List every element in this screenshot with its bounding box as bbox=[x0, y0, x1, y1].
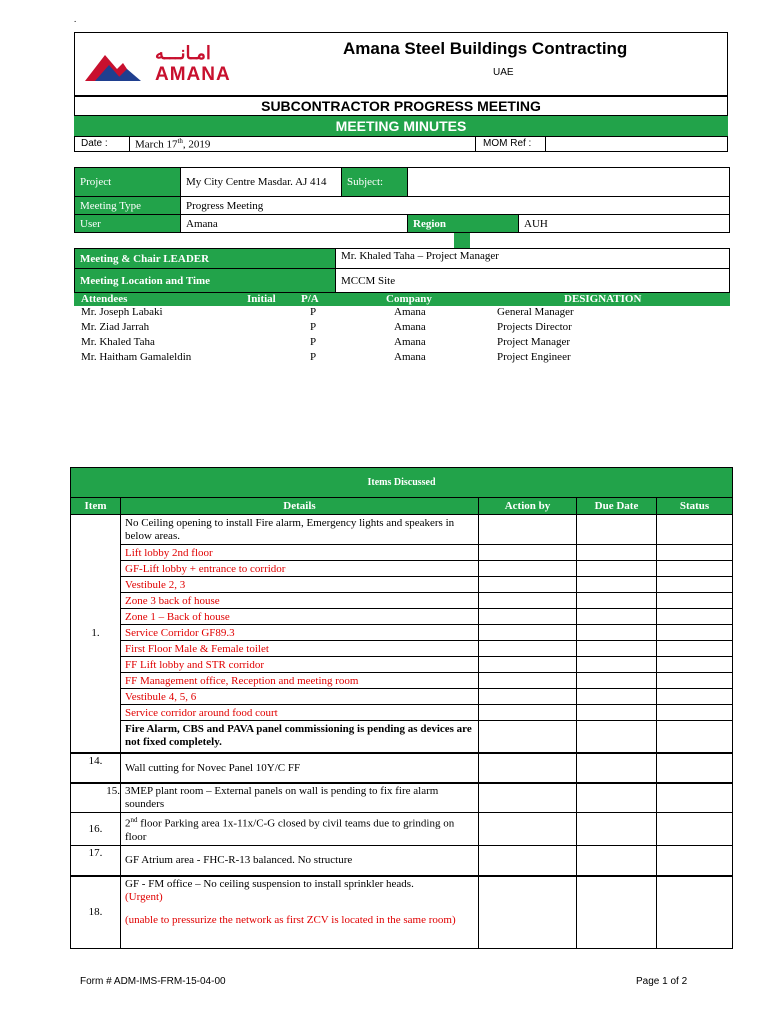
items-col-status: Status bbox=[657, 498, 733, 515]
location-label: Meeting Location and Time bbox=[75, 269, 336, 293]
user-value: Amana bbox=[181, 215, 408, 233]
attendees-col-pa: P/A bbox=[301, 293, 319, 305]
status-cell[interactable] bbox=[657, 577, 733, 593]
due-cell[interactable] bbox=[577, 625, 657, 641]
status-cell[interactable] bbox=[657, 545, 733, 561]
action-cell[interactable] bbox=[479, 721, 577, 753]
due-cell[interactable] bbox=[577, 593, 657, 609]
due-cell[interactable] bbox=[577, 753, 657, 783]
status-cell[interactable] bbox=[657, 705, 733, 721]
table-row bbox=[71, 625, 733, 641]
header-box bbox=[74, 32, 728, 96]
status-cell[interactable] bbox=[657, 876, 733, 948]
top-dot: . bbox=[74, 14, 77, 24]
item-number: 15. bbox=[71, 783, 121, 813]
region-label: Region bbox=[408, 215, 519, 233]
status-cell[interactable] bbox=[657, 657, 733, 673]
attendee-name: Mr. Khaled Taha bbox=[81, 336, 155, 348]
attendee-company: Amana bbox=[394, 321, 426, 333]
attendees-col-initial: Initial bbox=[247, 293, 276, 305]
item-detail: GF Atrium area - FHC-R-13 balanced. No structure bbox=[121, 845, 479, 876]
status-cell[interactable] bbox=[657, 625, 733, 641]
items-col-action: Action by bbox=[479, 498, 577, 515]
status-cell[interactable] bbox=[657, 721, 733, 753]
subject-value bbox=[408, 168, 730, 197]
due-cell[interactable] bbox=[577, 813, 657, 846]
logo-arabic: امـانـــه bbox=[155, 43, 211, 63]
item-number: 14. bbox=[71, 753, 121, 783]
items-title: Items Discussed bbox=[71, 468, 733, 498]
date-year: , 2019 bbox=[182, 138, 211, 151]
table-row bbox=[71, 753, 733, 783]
status-cell[interactable] bbox=[657, 753, 733, 783]
table-row bbox=[71, 689, 733, 705]
item-detail: Service corridor around food court bbox=[121, 705, 479, 721]
attendee-name: Mr. Joseph Labaki bbox=[81, 306, 163, 318]
attendee-name: Mr. Haitham Gamaleldin bbox=[81, 351, 192, 363]
items-header-row bbox=[71, 498, 733, 515]
item-detail bbox=[121, 783, 479, 813]
attendee-row bbox=[74, 321, 730, 336]
item-detail: FF Management office, Reception and meeting room bbox=[121, 673, 479, 689]
action-cell[interactable] bbox=[479, 783, 577, 813]
project-row bbox=[75, 168, 730, 197]
item-detail: Service Corridor GF89.3 bbox=[121, 625, 479, 641]
subject-label: Subject: bbox=[342, 168, 408, 197]
attendees-header bbox=[74, 293, 730, 306]
attendee-designation: Project Manager bbox=[497, 336, 570, 348]
attendee-name: Mr. Ziad Jarrah bbox=[81, 321, 150, 333]
logo-text: AMANA bbox=[155, 64, 231, 85]
action-cell[interactable] bbox=[479, 641, 577, 657]
action-cell[interactable] bbox=[479, 545, 577, 561]
minutes-title-text: MEETING MINUTES bbox=[335, 118, 467, 134]
action-cell[interactable] bbox=[479, 705, 577, 721]
item-detail: Vestibule 4, 5, 6 bbox=[121, 689, 479, 705]
table-row bbox=[71, 705, 733, 721]
item-detail bbox=[121, 876, 479, 948]
attendee-designation: Project Engineer bbox=[497, 351, 571, 363]
attendee-row bbox=[74, 351, 730, 366]
date-day: March 17 bbox=[135, 138, 178, 151]
item-detail: GF-Lift lobby + entrance to corridor bbox=[121, 561, 479, 577]
action-cell[interactable] bbox=[479, 515, 577, 545]
table-row bbox=[71, 673, 733, 689]
action-cell[interactable] bbox=[479, 625, 577, 641]
attendee-company: Amana bbox=[394, 306, 426, 318]
item-detail bbox=[121, 813, 479, 846]
attendee-pa: P bbox=[310, 351, 317, 363]
table-row bbox=[71, 783, 733, 813]
leader-label: Meeting & Chair LEADER bbox=[75, 249, 336, 269]
items-title-row bbox=[71, 468, 733, 498]
table-row bbox=[71, 657, 733, 673]
meeting-type-value: Progress Meeting bbox=[181, 197, 730, 215]
status-cell[interactable] bbox=[657, 593, 733, 609]
attendee-pa: P bbox=[310, 321, 317, 333]
table-row bbox=[71, 561, 733, 577]
action-cell[interactable] bbox=[479, 845, 577, 876]
attendee-designation: Projects Director bbox=[497, 321, 572, 333]
item-detail: Vestibule 2, 3 bbox=[121, 577, 479, 593]
status-cell[interactable] bbox=[657, 641, 733, 657]
attendee-row bbox=[74, 306, 730, 321]
status-cell[interactable] bbox=[657, 813, 733, 846]
action-cell[interactable] bbox=[479, 673, 577, 689]
due-cell[interactable] bbox=[577, 641, 657, 657]
due-cell[interactable] bbox=[577, 705, 657, 721]
status-cell[interactable] bbox=[657, 515, 733, 545]
attendee-company: Amana bbox=[394, 351, 426, 363]
leader-value: Mr. Khaled Taha – Project Manager bbox=[336, 249, 730, 269]
item16-b: floor Parking area 1x-11x/C-G closed by civil teams due to grinding on floor bbox=[125, 817, 455, 843]
item-detail: Lift lobby 2nd floor bbox=[121, 545, 479, 561]
green-connector bbox=[454, 233, 470, 249]
table-row bbox=[71, 876, 733, 948]
meeting-title bbox=[74, 96, 728, 116]
meeting-leader-table bbox=[74, 248, 730, 293]
table-row bbox=[71, 577, 733, 593]
due-cell[interactable] bbox=[577, 673, 657, 689]
action-cell[interactable] bbox=[479, 813, 577, 846]
status-cell[interactable] bbox=[657, 673, 733, 689]
region-value: AUH bbox=[519, 215, 730, 233]
due-cell[interactable] bbox=[577, 609, 657, 625]
action-cell[interactable] bbox=[479, 753, 577, 783]
mom-label: MOM Ref : bbox=[483, 138, 532, 149]
date-divider bbox=[129, 137, 130, 151]
meeting-title-text: SUBCONTRACTOR PROGRESS MEETING bbox=[261, 98, 541, 114]
item-detail: Zone 1 – Back of house bbox=[121, 609, 479, 625]
project-label: Project bbox=[75, 168, 181, 197]
item-detail: FF Lift lobby and STR corridor bbox=[121, 657, 479, 673]
item-detail: No Ceiling opening to install Fire alarm, Emergency lights and speakers in below areas. bbox=[121, 515, 479, 545]
due-cell[interactable] bbox=[577, 876, 657, 948]
due-cell[interactable] bbox=[577, 721, 657, 753]
table-row bbox=[71, 845, 733, 876]
company-name: Amana Steel Buildings Contracting bbox=[343, 39, 628, 58]
leader-row bbox=[75, 249, 730, 269]
attendee-company: Amana bbox=[394, 336, 426, 348]
table-row bbox=[71, 609, 733, 625]
project-info-table bbox=[74, 167, 730, 233]
attendee-designation: General Manager bbox=[497, 306, 574, 318]
company-logo bbox=[83, 43, 253, 87]
item-detail: Zone 3 back of house bbox=[121, 593, 479, 609]
attendee-pa: P bbox=[310, 306, 317, 318]
date-row bbox=[74, 136, 728, 152]
item-number: 1. bbox=[71, 515, 121, 753]
due-cell[interactable] bbox=[577, 515, 657, 545]
action-cell[interactable] bbox=[479, 593, 577, 609]
project-value: My City Centre Masdar. AJ 414 bbox=[181, 168, 342, 197]
table-row bbox=[71, 593, 733, 609]
form-number: Form # ADM-IMS-FRM-15-04-00 bbox=[80, 976, 226, 987]
item15-prefix: 3 bbox=[125, 784, 131, 797]
status-cell[interactable] bbox=[657, 783, 733, 813]
table-row bbox=[71, 721, 733, 753]
user-row bbox=[75, 215, 730, 233]
status-cell[interactable] bbox=[657, 845, 733, 876]
minutes-title bbox=[74, 116, 728, 136]
user-label: User bbox=[75, 215, 181, 233]
due-cell[interactable] bbox=[577, 783, 657, 813]
attendees-col-company: Company bbox=[386, 293, 432, 305]
date-sup: th bbox=[177, 137, 183, 145]
items-col-item: Item bbox=[71, 498, 121, 515]
action-cell[interactable] bbox=[479, 876, 577, 948]
items-col-details: Details bbox=[121, 498, 479, 515]
mom-divider2 bbox=[545, 137, 546, 151]
item15-text: MEP plant room – External panels on wall is pending to fix fire alarm sounders bbox=[125, 784, 439, 810]
due-cell[interactable] bbox=[577, 561, 657, 577]
item18-a: GF - FM office – No ceiling suspension to install sprinkler heads. bbox=[125, 878, 414, 891]
due-cell[interactable] bbox=[577, 577, 657, 593]
item16-sup: nd bbox=[130, 816, 138, 824]
due-cell[interactable] bbox=[577, 545, 657, 561]
action-cell[interactable] bbox=[479, 689, 577, 705]
item-detail: First Floor Male & Female toilet bbox=[121, 641, 479, 657]
status-cell[interactable] bbox=[657, 689, 733, 705]
item16-a: 2 bbox=[125, 817, 131, 830]
due-cell[interactable] bbox=[577, 657, 657, 673]
action-cell[interactable] bbox=[479, 561, 577, 577]
date-label: Date : bbox=[81, 138, 108, 149]
location-value: MCCM Site bbox=[336, 269, 730, 293]
attendee-row bbox=[74, 336, 730, 351]
item-detail: Wall cutting for Novec Panel 10Y/C FF bbox=[121, 753, 479, 783]
location-row bbox=[75, 269, 730, 293]
action-cell[interactable] bbox=[479, 609, 577, 625]
item-number: 17. bbox=[71, 845, 121, 876]
items-col-due: Due Date bbox=[577, 498, 657, 515]
table-row bbox=[71, 641, 733, 657]
status-cell[interactable] bbox=[657, 561, 733, 577]
page-number: Page 1 of 2 bbox=[636, 976, 688, 987]
table-row bbox=[71, 545, 733, 561]
meeting-type-label: Meeting Type bbox=[75, 197, 181, 215]
due-cell[interactable] bbox=[577, 845, 657, 876]
item18-b: (Urgent) bbox=[125, 891, 163, 904]
items-table bbox=[70, 467, 733, 949]
attendees-col-designation: DESIGNATION bbox=[564, 293, 642, 305]
status-cell[interactable] bbox=[657, 609, 733, 625]
mom-divider bbox=[475, 137, 476, 151]
table-row bbox=[71, 813, 733, 846]
company-country: UAE bbox=[493, 67, 514, 78]
item-detail: Fire Alarm, CBS and PAVA panel commissioning is pending as devices are not fixed completely. bbox=[121, 721, 479, 753]
item-number: 18. bbox=[71, 876, 121, 948]
date-value bbox=[135, 137, 210, 151]
action-cell[interactable] bbox=[479, 577, 577, 593]
action-cell[interactable] bbox=[479, 657, 577, 673]
item18-c: (unable to pressurize the network as first ZCV is located in the same room) bbox=[125, 914, 456, 927]
attendees-col-name: Attendees bbox=[81, 293, 128, 305]
item-number: 16. bbox=[71, 813, 121, 846]
attendee-pa: P bbox=[310, 336, 317, 348]
table-row bbox=[71, 515, 733, 545]
meeting-type-row bbox=[75, 197, 730, 215]
due-cell[interactable] bbox=[577, 689, 657, 705]
